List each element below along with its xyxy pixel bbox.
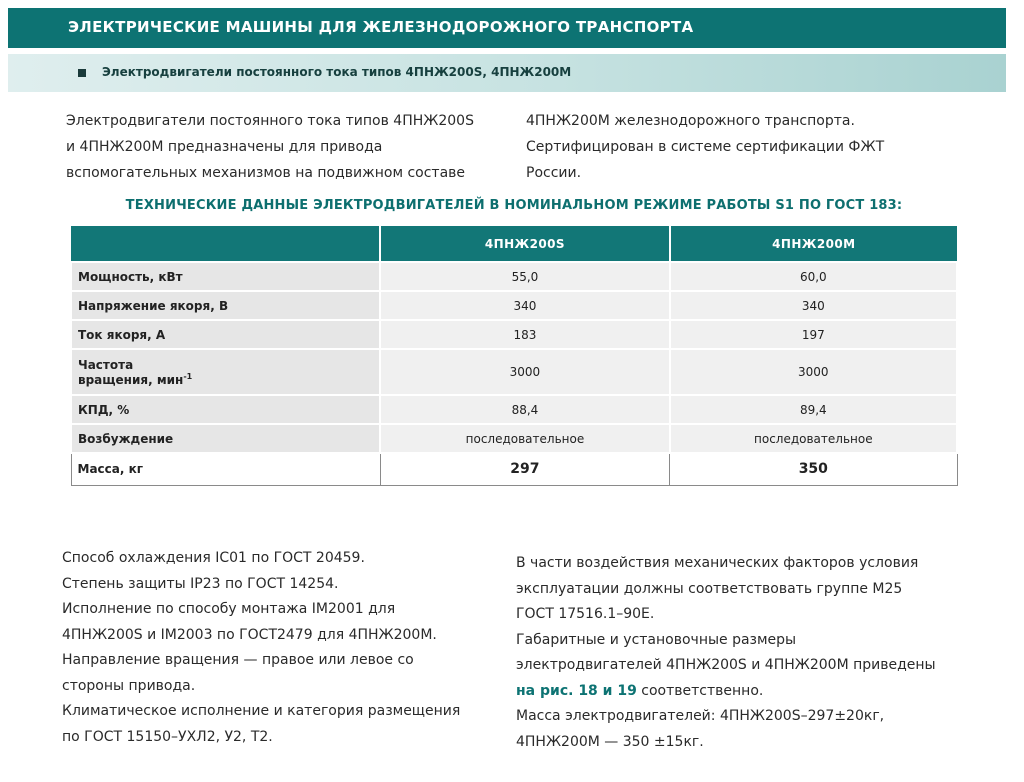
header-bar [8,8,1006,48]
text-fragment: соответственно. [636,682,764,699]
bottom-left-paragraph [62,546,502,750]
table-row [71,424,957,453]
row-label: Напряжение якоря, В [71,291,380,320]
text-line: Габаритные и установочные размеры [516,631,797,648]
cell-value: 88,4 [380,395,669,424]
cell-value: 60,0 [670,262,957,291]
row-label: Мощность, кВт [71,262,380,291]
header-cell-empty [71,226,380,262]
text-line: ГОСТ 17516.1–90Е. [516,606,655,622]
cell-value: последовательное [670,424,957,453]
text-line: эксплуатации должны соответствовать группе М25 [516,580,903,597]
row-label: Возбуждение [71,424,380,453]
bottom-right-paragraph [516,551,976,755]
text-line: Способ охлаждения IC01 по ГОСТ 20459. [62,550,365,566]
subsection-title: Электродвигатели постоянного тока типов 4ПНЖ200S, 4ПНЖ200М [102,65,572,79]
cell-value: 297 [380,453,669,485]
text-line [516,679,976,705]
row-label [71,349,380,395]
table-row [71,320,957,349]
text-line: Климатическое исполнение и категория размещения [62,703,461,719]
text-line: Масса электродвигателей: 4ПНЖ200S–297±20кг, [516,708,885,724]
table-row [71,349,957,395]
row-label: Ток якоря, А [71,320,380,349]
row-label-line: Частота [78,357,134,372]
cell-value: 340 [380,291,669,320]
cell-value: 183 [380,320,669,349]
cell-value: 89,4 [670,395,957,424]
text-line: вспомогательных механизмов на подвижном составе [66,165,466,181]
section-title: ЭЛЕКТРИЧЕСКИЕ МАШИНЫ ДЛЯ ЖЕЛЕЗНОДОРОЖНОГО ТРАНСПОРТА [68,18,694,36]
text-line: 4ПНЖ200М железнодорожного транспорта. [526,113,855,129]
header-cell-model-m: 4ПНЖ200М [670,226,957,262]
cell-value: 3000 [380,349,669,395]
text-line: стороны привода. [62,677,196,694]
text-line: В части воздействия механических факторов условия [516,555,919,571]
cell-value: последовательное [380,424,669,453]
cell-value: 350 [670,453,957,485]
text-line: России. [526,165,582,181]
square-bullet-icon [78,69,86,77]
cell-value: 55,0 [380,262,669,291]
text-line: 4ПНЖ200М — 350 ±15кг. [516,733,704,750]
text-line: и 4ПНЖ200М предназначены для привода [66,139,383,155]
subheader-bar [8,54,1006,92]
table-heading: ТЕХНИЧЕСКИЕ ДАННЫЕ ЭЛЕКТРОДВИГАТЕЛЕЙ В НОМИНАЛЬНОМ РЕЖИМЕ РАБОТЫ S1 ПО ГОСТ 183: [125,198,903,213]
header-cell-model-s: 4ПНЖ200S [380,226,669,262]
text-line: Сертифицирован в системе сертификации ФЖТ [526,139,885,155]
cell-value: 197 [670,320,957,349]
table-header-row [71,226,957,262]
text-line: Направление вращения — правое или левое со [62,652,414,668]
row-label-line: вращения, мин$^{-1}$ [78,371,193,387]
superscript: -1 [183,371,193,381]
table-row [71,395,957,424]
intro-right-paragraph [526,108,966,186]
text-line: Степень защиты IP23 по ГОСТ 14254. [62,575,339,592]
table-row [71,291,957,320]
figure-reference-link[interactable]: на рис. 18 и 19 [516,682,637,699]
table-row-mass [71,453,957,485]
text-line: 4ПНЖ200S и IM2003 по ГОСТ2479 для 4ПНЖ200М. [62,626,437,643]
text-line: Исполнение по способу монтажа IM2001 для [62,601,396,617]
table-row [71,262,957,291]
row-label: Масса, кг [71,453,380,485]
row-label: КПД, % [71,395,380,424]
text-line: электродвигателей 4ПНЖ200S и 4ПНЖ200М приведены [516,657,936,673]
text-line: Электродвигатели постоянного тока типов 4ПНЖ200S [66,113,474,129]
cell-value: 3000 [670,349,957,395]
text-line: по ГОСТ 15150–УХЛ2, У2, Т2. [62,728,273,745]
intro-left-paragraph [66,108,506,186]
specs-table [70,226,958,486]
cell-value: 340 [670,291,957,320]
